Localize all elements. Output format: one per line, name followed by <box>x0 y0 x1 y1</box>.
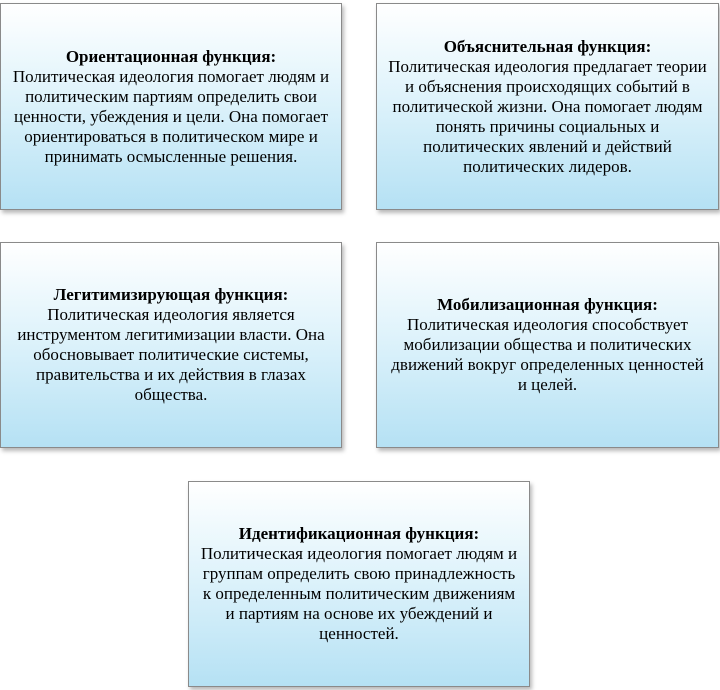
mobilization-function-text: Политическая идеология способствует мобилизации общества и политических движений вокруг определенных ценностей и целей. <box>391 315 704 394</box>
orientation-function-text: Политическая идеология помогает людям и политическим партиям определить свои ценности, убеждения и цели. Она помогает ориентироваться в политическом мире и принимать осмысленные решения. <box>12 66 330 166</box>
identification-function-text: Политическая идеология помогает людям и группам определить свою принадлежность к определенным политическим движениям и партиям на основе их убеждений и ценностей. <box>200 544 518 643</box>
mobilization-function-box <box>376 242 719 448</box>
orientation-function-box <box>0 3 342 210</box>
explanatory-function-box <box>376 3 719 210</box>
identification-function-title: Идентификационная функция: <box>238 524 480 543</box>
legitimizing-function-text: Политическая идеология является инструментом легитимизации власти. Она обосновывает политические системы, правительства и их действия в глазах общества. <box>17 305 325 404</box>
explanatory-function-title: Объяснительная функция: <box>443 36 652 56</box>
mobilization-function-title: Мобилизационная функция: <box>437 295 658 314</box>
identification-function-box <box>188 481 530 687</box>
explanatory-function-text: Политическая идеология предлагает теории и объяснения происходящих событий в политической жизни. Она помогает людям понять причины социальных и политических явлений и действий политических лидеров. <box>388 56 707 176</box>
legitimizing-function-box <box>0 242 342 448</box>
orientation-function-title: Ориентационная функция: <box>65 46 277 66</box>
legitimizing-function-title: Легитимизирующая функция: <box>53 285 289 304</box>
